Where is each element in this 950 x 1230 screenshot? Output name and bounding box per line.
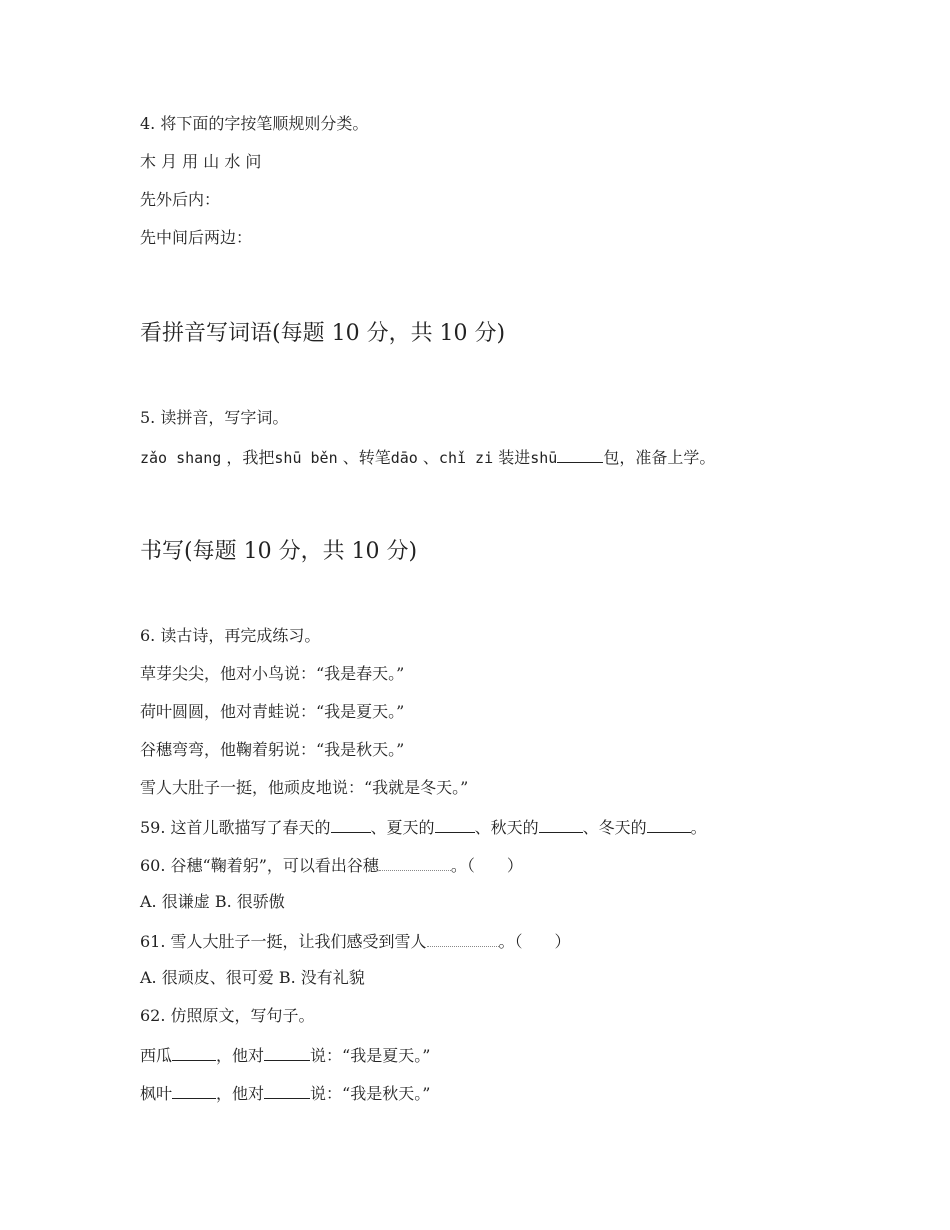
q60-end: 。（ ） xyxy=(450,856,523,875)
q60 xyxy=(140,854,523,876)
answer-blank[interactable] xyxy=(435,816,475,833)
poem-line: 谷穗弯弯，他鞠着躬说：“我是秋天。” xyxy=(140,740,405,759)
pinyin-shu: shū xyxy=(530,449,558,467)
answer-blank[interactable] xyxy=(427,930,499,947)
q5-sentence xyxy=(140,446,715,468)
q61-options: A. 很顽皮、很可爱 B. 没有礼貌 xyxy=(140,968,365,987)
q59-text-e: 。 xyxy=(690,818,707,837)
answer-blank[interactable] xyxy=(264,1082,310,1099)
q59-text-a: 59. 这首儿歌描写了春天的 xyxy=(140,818,331,837)
q62-sentence-1 xyxy=(140,1044,430,1066)
pinyin-shu-ben: shū běn xyxy=(274,449,338,467)
q62-s2-c: 说：“我是秋天。” xyxy=(310,1084,431,1103)
q60-options: A. 很谦虚 B. 很骄傲 xyxy=(140,892,285,911)
q62-s1-c: 说：“我是夏天。” xyxy=(310,1046,431,1065)
poem-line: 雪人大肚子一挺，他顽皮地说：“我就是冬天。” xyxy=(140,778,469,797)
q62-s2-b: ，他对 xyxy=(216,1084,265,1103)
section-heading-pinyin: 看拼音写词语(每题 10 分，共 10 分) xyxy=(140,321,506,346)
answer-blank[interactable] xyxy=(379,854,451,871)
q61-text: 61. 雪人大肚子一挺，让我们感受到雪人 xyxy=(140,932,427,951)
q59-text-d: 、冬天的 xyxy=(582,818,647,837)
answer-blank[interactable] xyxy=(264,1044,310,1061)
q62-s1-b: ，他对 xyxy=(216,1046,265,1065)
q5-text-3: 、 xyxy=(422,448,439,467)
q59-text-c: 、秋天的 xyxy=(474,818,539,837)
answer-blank[interactable] xyxy=(539,816,583,833)
q60-text: 60. 谷穗“鞠着躬”，可以看出谷穗 xyxy=(140,856,379,875)
answer-blank[interactable] xyxy=(331,816,371,833)
q4-characters: 木 月 用 山 水 问 xyxy=(140,152,262,171)
answer-blank[interactable] xyxy=(172,1082,216,1099)
q4-category-outside-inside: 先外后内： xyxy=(140,190,221,209)
pinyin-dao: dāo xyxy=(390,449,418,467)
q62-s2-a: 枫叶 xyxy=(140,1084,173,1103)
pinyin-chi-zi: chǐ zi xyxy=(438,449,494,467)
q5-text-4: 装进 xyxy=(498,448,531,467)
q5-text-5: 包，准备上学。 xyxy=(603,448,716,467)
q5-title: 5. 读拼音，写字词。 xyxy=(140,408,289,427)
q5-text-2: 、转笔 xyxy=(342,448,391,467)
q61 xyxy=(140,930,571,952)
answer-blank[interactable] xyxy=(647,816,691,833)
answer-blank[interactable] xyxy=(557,446,603,463)
q4-title: 4. 将下面的字按笔顺规则分类。 xyxy=(140,114,369,133)
q62-s1-a: 西瓜 xyxy=(140,1046,173,1065)
pinyin-zao-shang: zǎo shang xyxy=(140,449,222,467)
poem-line: 荷叶圆圆，他对青蛙说：“我是夏天。” xyxy=(140,702,405,721)
q62-sentence-2 xyxy=(140,1082,430,1104)
q6-title: 6. 读古诗，再完成练习。 xyxy=(140,626,321,645)
q5-text-1: ，我把 xyxy=(226,448,275,467)
q59-text-b: 、夏天的 xyxy=(370,818,435,837)
poem-line: 草芽尖尖，他对小鸟说：“我是春天。” xyxy=(140,664,405,683)
q4-category-middle-sides: 先中间后两边： xyxy=(140,228,253,247)
answer-blank[interactable] xyxy=(172,1044,216,1061)
q59 xyxy=(140,816,707,838)
section-heading-writing: 书写(每题 10 分，共 10 分) xyxy=(140,539,418,564)
q62-title: 62. 仿照原文，写句子。 xyxy=(140,1006,315,1025)
q61-end: 。（ ） xyxy=(498,932,571,951)
